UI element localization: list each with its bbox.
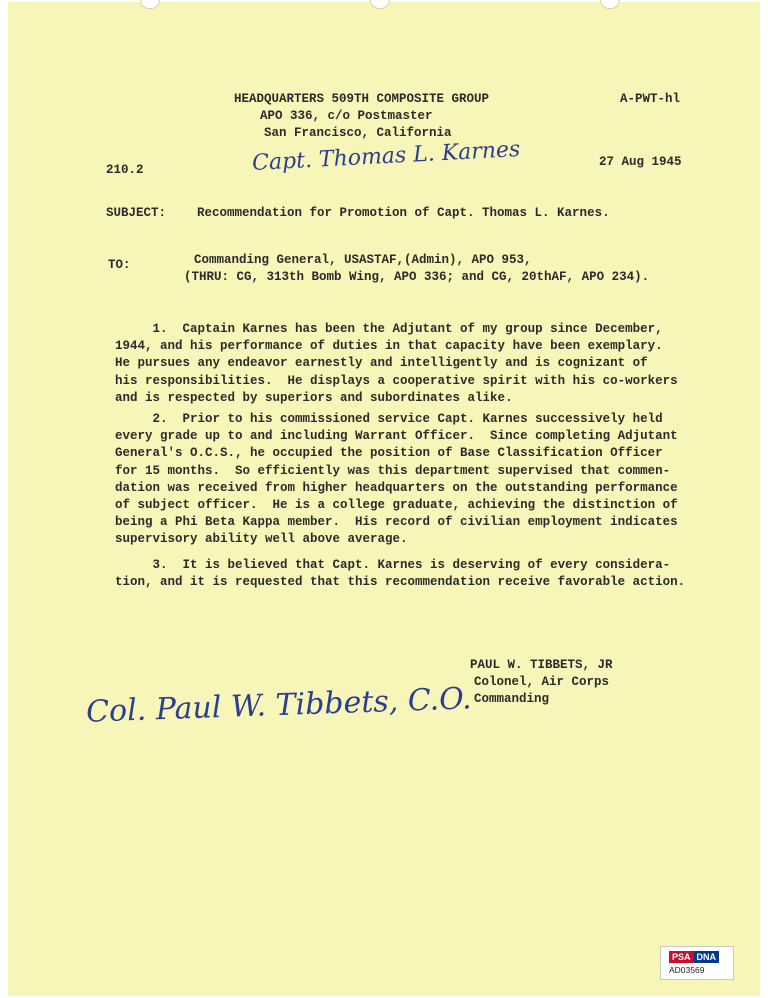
signer-rank: Colonel, Air Corps	[474, 675, 610, 689]
subject-label: SUBJECT:	[106, 206, 167, 220]
letterhead-city: San Francisco, California	[264, 126, 452, 140]
paragraph-line: 1. Captain Karnes has been the Adjutant of my group since December,	[115, 322, 663, 336]
paragraph-line: his responsibilities. He displays a cooperative spirit with his co-workers	[115, 373, 678, 388]
logo-left: PSA	[669, 951, 694, 963]
authentication-logo	[669, 951, 719, 963]
letter-page	[8, 2, 760, 996]
paragraph-1	[115, 321, 711, 407]
to-line-2: (THRU: CG, 313th Bomb Wing, APO 336; and CG, 20thAF, APO 234).	[184, 270, 650, 284]
to-line-1: Commanding General, USASTAF,(Admin), APO 953,	[194, 253, 532, 267]
binder-holes	[8, 2, 760, 12]
paragraph-3	[115, 557, 711, 591]
binder-hole	[600, 0, 620, 9]
file-reference: A-PWT-hl	[620, 92, 681, 106]
letterhead-org: HEADQUARTERS 509TH COMPOSITE GROUP	[234, 92, 490, 106]
handwritten-name: Capt. Thomas L. Karnes	[251, 136, 521, 177]
paragraph-line: dation was received from higher headquarters on the outstanding performance	[115, 480, 678, 495]
subject-text: Recommendation for Promotion of Capt. Thomas L. Karnes.	[197, 206, 610, 220]
paragraph-line: 3. It is believed that Capt. Karnes is deserving of every considera-	[115, 558, 671, 572]
letter-date: 27 Aug 1945	[599, 155, 682, 169]
paragraph-line: He pursues any endeavor earnestly and intelligently and is cognizant of	[115, 356, 648, 371]
to-label: TO:	[108, 258, 131, 272]
file-number: 210.2	[106, 163, 144, 177]
signer-name: PAUL W. TIBBETS, JR	[470, 658, 613, 672]
paragraph-line: every grade up to and including Warrant Officer. Since completing Adjutant	[115, 429, 678, 444]
paragraph-line: supervisory ability well above average.	[115, 532, 408, 547]
handwritten-signature: Col. Paul W. Tibbets, C.O.	[85, 681, 473, 730]
paragraph-line: 2. Prior to his commissioned service Capt. Karnes successively held	[115, 412, 663, 426]
logo-right: DNA	[694, 951, 720, 963]
paragraph-line: being a Phi Beta Kappa member. His record of civilian employment indicates	[115, 515, 678, 530]
binder-hole	[370, 0, 390, 9]
paragraph-2	[115, 411, 711, 549]
paragraph-line: 1944, and his performance of duties in that capacity have been exemplary.	[115, 339, 663, 354]
paragraph-line: and is respected by superiors and subordinates alike.	[115, 390, 513, 405]
letterhead-apo: APO 336, c/o Postmaster	[260, 109, 433, 123]
signer-title: Commanding	[474, 692, 550, 706]
paragraph-line: tion, and it is requested that this recommendation receive favorable action.	[115, 575, 686, 590]
paragraph-line: General's O.C.S., he occupied the position of Base Classification Officer	[115, 446, 663, 461]
paragraph-line: for 15 months. So efficiently was this department supervised that commen-	[115, 463, 671, 478]
binder-hole	[140, 0, 160, 9]
authentication-sticker	[660, 946, 734, 980]
authentication-code: AD03569	[669, 965, 705, 975]
paragraph-line: of subject officer. He is a college graduate, achieving the distinction of	[115, 498, 678, 513]
